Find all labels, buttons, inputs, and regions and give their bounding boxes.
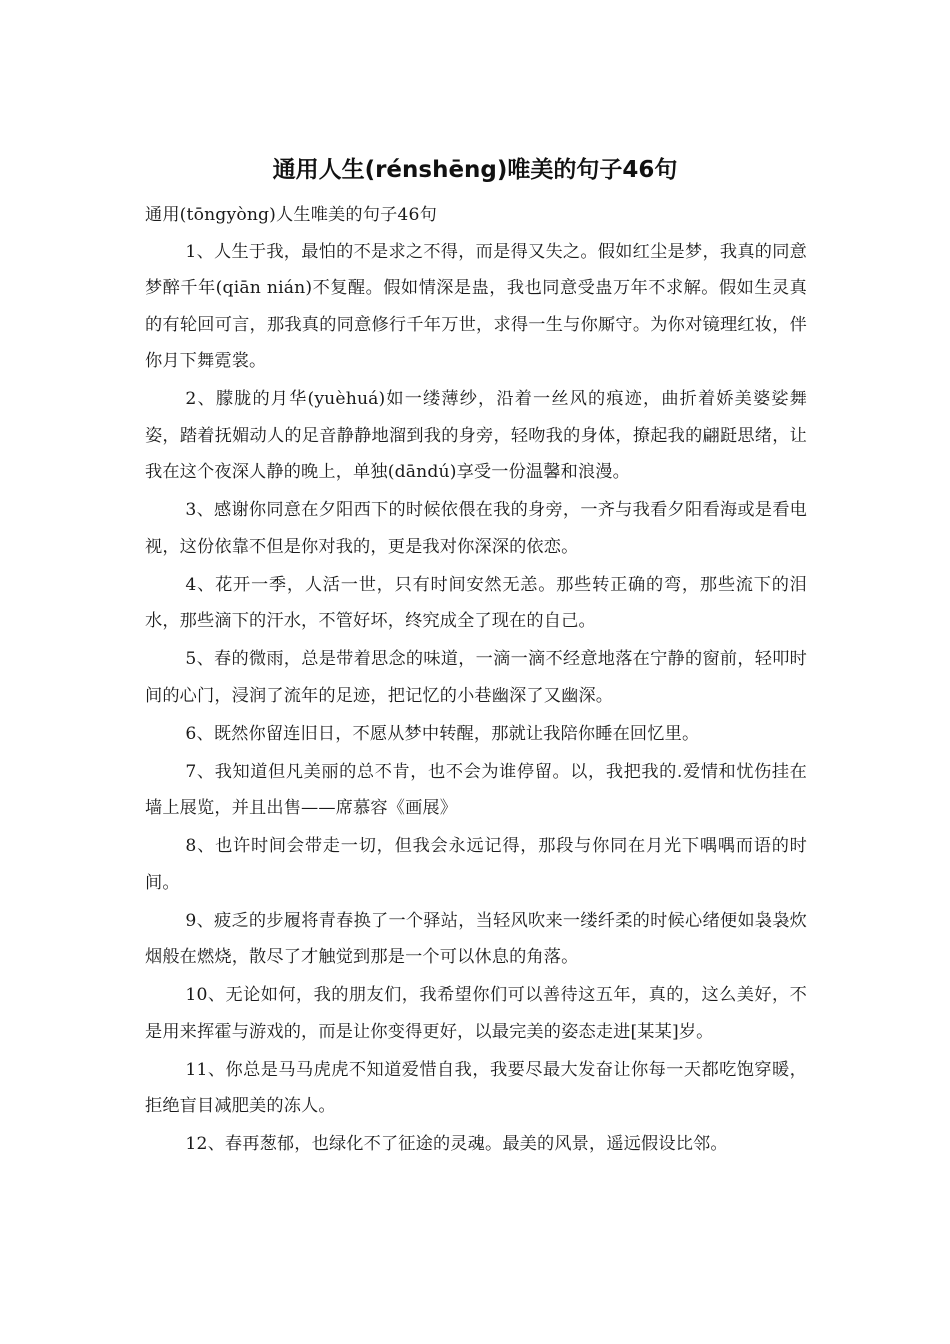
paragraph-8: 8、也许时间会带走一切，但我会永远记得，那段与你同在月光下喁喁而语的时间。 bbox=[145, 836, 807, 893]
document-body bbox=[145, 197, 807, 1164]
paragraph-11: 11、你总是马马虎虎不知道爱惜自我，我要尽最大发奋让你每一天都吃饱穿暖，拒绝盲目减肥美的冻人。 bbox=[145, 1059, 807, 1116]
document-subtitle: 通用(tōngyòng)人生唯美的句子46句 bbox=[145, 205, 437, 225]
paragraph-3: 3、感谢你同意在夕阳西下的时候依偎在我的身旁，一齐与我看夕阳看海或是看电视，这份依靠不但是你对我的，更是我对你深深的依恋。 bbox=[145, 500, 807, 557]
document-title: 通用人生(rénshēng)唯美的句子46句 bbox=[272, 157, 678, 183]
paragraph-5: 5、春的微雨，总是带着思念的味道，一滴一滴不经意地落在宁静的窗前，轻叩时间的心门，浸润了流年的足迹，把记忆的小巷幽深了又幽深。 bbox=[145, 649, 807, 706]
paragraph-6: 6、既然你留连旧日，不愿从梦中转醒，那就让我陪你睡在回忆里。 bbox=[185, 723, 700, 744]
paragraph-7: 7、我知道但凡美丽的总不肯，也不会为谁停留。以，我把我的.爱情和忧伤挂在墙上展览，并且出售——席慕容《画展》 bbox=[145, 761, 807, 818]
paragraph-4: 4、花开一季，人活一世，只有时间安然无恙。那些转正确的弯，那些流下的泪水，那些滴下的汗水，不管好坏，终究成全了现在的自己。 bbox=[145, 574, 807, 631]
paragraph-12: 12、春再葱郁，也绿化不了征途的灵魂。最美的风景，遥远假设比邻。 bbox=[185, 1134, 728, 1154]
paragraph-9: 9、疲乏的步履将青春换了一个驿站，当轻风吹来一缕纤柔的时候心绪便如袅袅炊烟般在燃烧，散尽了才触觉到那是一个可以休息的角落。 bbox=[145, 910, 807, 967]
paragraph-1: 1、人生于我，最怕的不是求之不得，而是得又失之。假如红尘是梦，我真的同意梦醉千年(qiān nián)不复醒。假如情深是蛊，我也同意受蛊万年不求解。假如生灵真的有轮回可言，那我真的同意修行千年万世，求得一生与你厮守。为你对镜理红妆，伴你月下舞霓裳。 bbox=[145, 241, 807, 371]
paragraph-10: 10、无论如何，我的朋友们，我希望你们可以善待这五年，真的，这么美好，不是用来挥霍与游戏的，而是让你变得更好，以最完美的姿态走进[某某]岁。 bbox=[145, 985, 807, 1042]
paragraph-2: 2、朦胧的月华(yuèhuá)如一缕薄纱，沿着一丝风的痕迹，曲折着娇美婆娑舞姿，踏着抚媚动人的足音静静地溜到我的身旁，轻吻我的身体，撩起我的翩跹思绪，让我在这个夜深人静的晚上，单独(dāndú)享受一份温馨和浪漫。 bbox=[145, 389, 807, 482]
